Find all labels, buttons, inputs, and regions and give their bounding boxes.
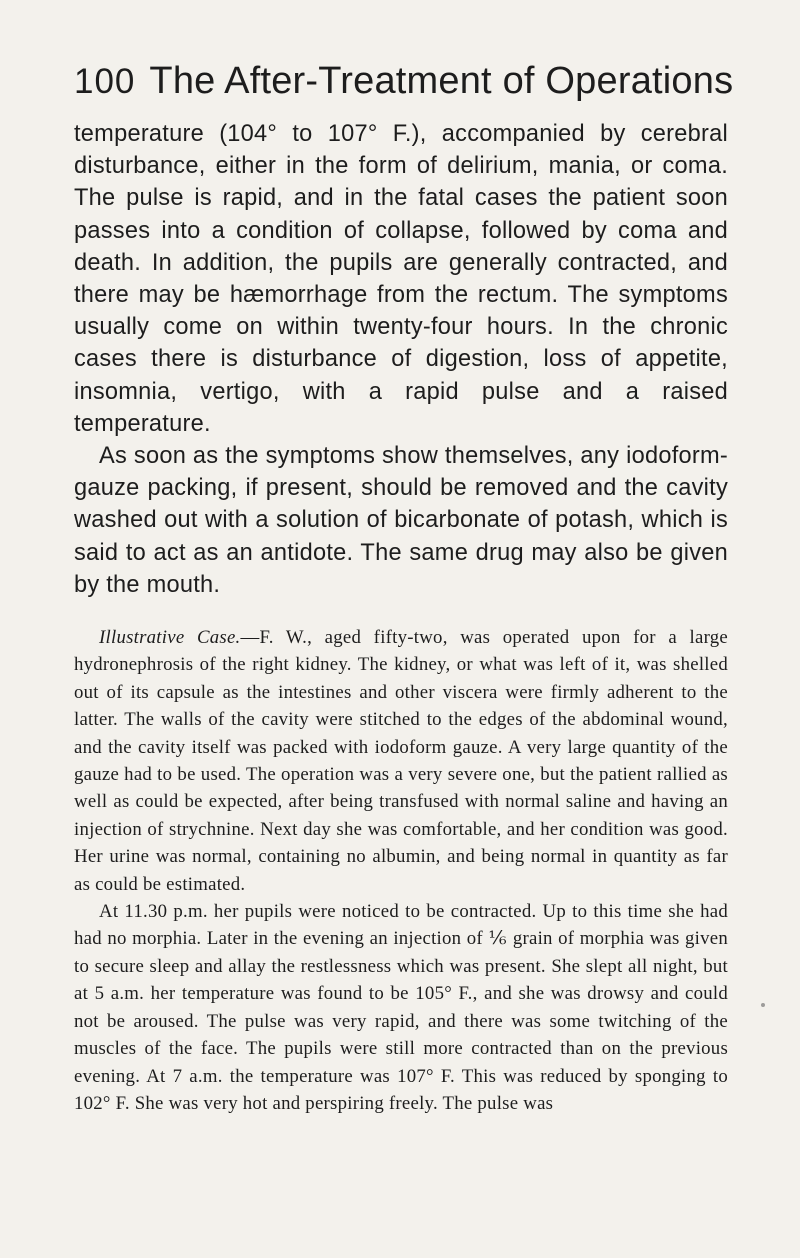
case-paragraph-1-text: —F. W., aged fifty-two, was operated upon for a large hydronephrosis of the right kidney. The kidney, or what was left of it, was shelled out of its capsule as the intestines and other viscera were firmly adherent to the latter. The walls of the cavity were stitched to the edges of the abdominal wound, and the cavity itself was packed with iodoform gauze. A very large quantity of the gauze had to be used. The operation was a very severe one, but the patient rallied as well as could be expected, after being transfused with normal saline and having an injection of strychnine. Next day she was comfortable, and her condition was good. Her urine was normal, containing no albumin, and being normal in quantity as far as could be estimated.: [74, 627, 728, 895]
main-text-block: [74, 118, 728, 601]
illustrative-case-block: [74, 624, 728, 1117]
case-paragraph-1: [74, 624, 728, 898]
case-heading: Illustrative Case.: [99, 627, 241, 648]
running-header: [74, 60, 734, 104]
case-paragraph-2: At 11.30 p.m. her pupils were noticed to be contracted. Up to this time she had had no morphia. Later in the evening an injection of ⅙ grain of morphia was given to secure sleep and allay the restlessness which was present. She slept all night, but at 5 a.m. her temperature was found to be 105° F., and she was drowsy and could not be aroused. The pulse was very rapid, and there was some twitching of the muscles of the face. The pupils were still more contracted than on the previous evening. At 7 a.m. the temperature was 107° F. This was reduced by sponging to 102° F. She was very hot and perspiring freely. The pulse was: [74, 901, 728, 1114]
main-paragraph-2: As soon as the symptoms show themselves, any iodoform-gauze packing, if present, should be removed and the cavity washed out with a solution of bicarbonate of potash, which is said to act as an antidote. The same drug may also be given by the mouth.: [74, 443, 728, 598]
main-paragraph-1: temperature (104° to 107° F.), accompanied by cerebral disturbance, either in the form of delirium, mania, or coma. The pulse is rapid, and in the fatal cases the patient soon passes into a condition of collapse, followed by coma and death. In addition, the pupils are generally contracted, and there may be hæmorrhage from the rectum. The symptoms usually come on within twenty-four hours. In the chronic cases there is disturbance of digestion, loss of appetite, insomnia, vertigo, with a rapid pulse and a raised temperature.: [74, 121, 728, 437]
page-number: 100: [74, 62, 136, 101]
page-speck: [761, 1003, 765, 1007]
running-title: The After-Treatment of Operations: [149, 60, 734, 102]
